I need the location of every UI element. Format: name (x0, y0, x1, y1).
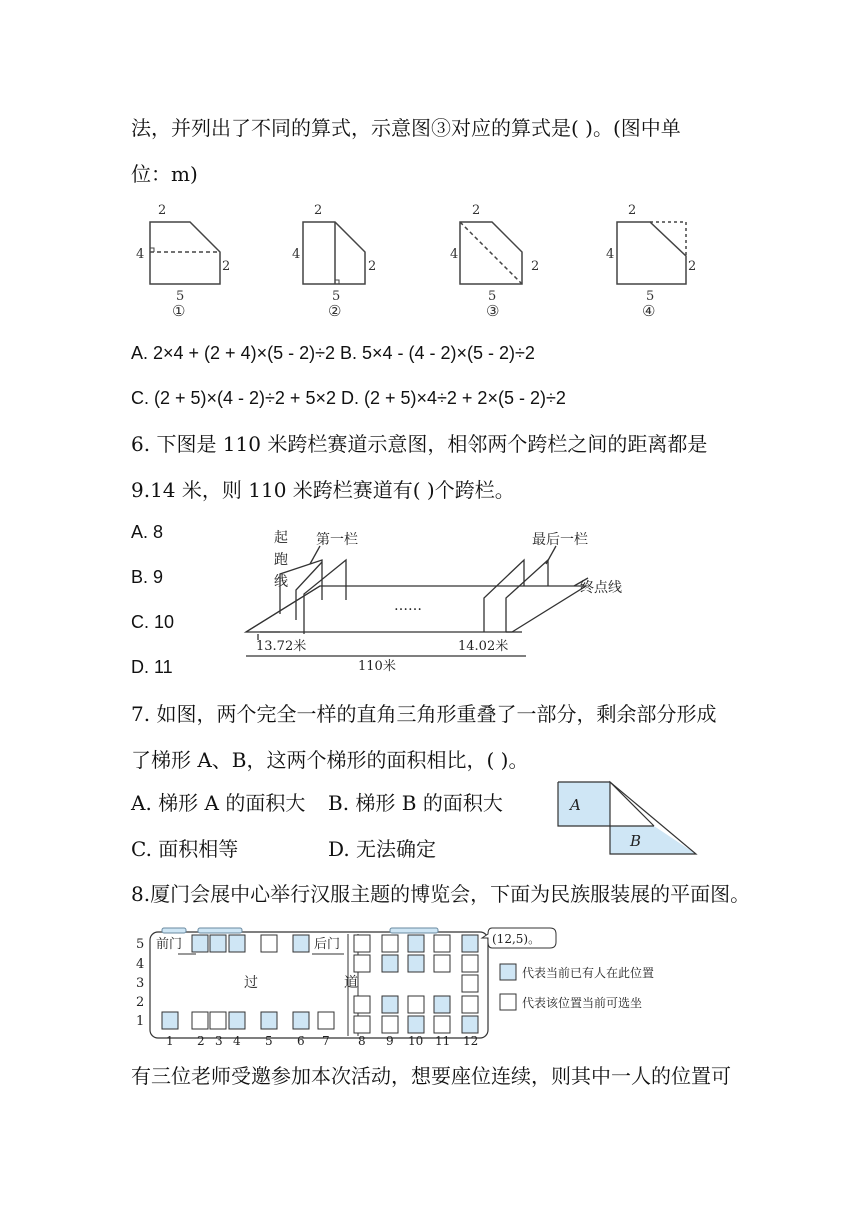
seat[interactable] (192, 935, 208, 952)
seat[interactable] (261, 1012, 277, 1029)
fig2-bottom: 5 (332, 289, 341, 304)
aisle-label-2: 道 (344, 975, 358, 991)
start-line-char-2: 跑 (274, 552, 288, 568)
figure-4 (617, 222, 686, 284)
seat[interactable] (434, 935, 450, 952)
fig4-top: 2 (628, 203, 637, 218)
q7-stem-line1: 7. 如图，两个完全一样的直角三角形重叠了一部分，剩余部分形成 (131, 702, 717, 726)
fig1-right: 2 (222, 259, 231, 274)
q6-stem-line2: 9.14 米，则 110 米跨栏赛道有( )个跨栏。 (131, 478, 515, 502)
legend-taken-swatch (500, 964, 516, 980)
seat[interactable] (462, 975, 478, 992)
figure-1 (150, 222, 220, 284)
fig1-left: 4 (136, 247, 145, 262)
col-label-6: 6 (297, 1034, 305, 1046)
fig4-right: 2 (688, 259, 697, 274)
last-hurdle-label: 最后一栏 (532, 532, 588, 548)
seat[interactable] (354, 955, 370, 972)
fig2-left: 4 (292, 247, 301, 262)
trapezoid-a-label: A (570, 796, 581, 814)
col-label-11: 11 (435, 1034, 451, 1046)
seat[interactable] (382, 996, 398, 1013)
col-label-3: 3 (215, 1034, 223, 1046)
seat[interactable] (434, 996, 450, 1013)
col-label-8: 8 (358, 1034, 366, 1046)
seat[interactable] (354, 1016, 370, 1033)
seat[interactable] (462, 955, 478, 972)
q6-stem-line1: 6. 下图是 110 米跨栏赛道示意图，相邻两个跨栏之间的距离都是 (131, 432, 708, 456)
front-door-label: 前门 (156, 937, 183, 952)
seat[interactable] (434, 955, 450, 972)
seat[interactable] (229, 935, 245, 952)
seat[interactable] (354, 935, 370, 952)
start-line-char-1: 起 (274, 530, 288, 546)
hurdle-track-diagram (236, 524, 636, 674)
q5-stem-line1: 法，并列出了不同的算式，示意图③对应的算式是( )。(图中单 (131, 116, 681, 140)
seat[interactable] (162, 1012, 178, 1029)
row-label-5: 5 (136, 937, 145, 952)
q7-option-b: B. 梯形 B 的面积大 (328, 791, 503, 815)
aisle-label-1: 过 (244, 975, 258, 991)
fig3-top: 2 (472, 203, 481, 218)
fig1-bottom: 5 (176, 289, 185, 304)
row-label-4: 4 (136, 957, 145, 972)
seat[interactable] (382, 1016, 398, 1033)
fig3-right: 2 (531, 259, 540, 274)
start-line-char-3: 线 (274, 574, 288, 590)
col-label-7: 7 (322, 1034, 330, 1046)
back-door-label: 后门 (314, 937, 341, 952)
legend-taken-label: 代表当前已有人在此位置 (522, 966, 655, 980)
fig4-bottom: 5 (646, 289, 655, 304)
q5-figures (130, 198, 730, 320)
fig1-top: 2 (158, 203, 167, 218)
seating-plan (130, 924, 730, 1046)
q6-option-d: D. 11 (131, 657, 173, 677)
seat[interactable] (408, 955, 424, 972)
seat[interactable] (462, 935, 478, 952)
seat[interactable] (293, 1012, 309, 1029)
trapezoid-b-label: B (630, 832, 642, 850)
seat[interactable] (408, 935, 424, 952)
figure-2 (303, 222, 365, 284)
fig1-label: ① (172, 302, 186, 320)
seat[interactable] (462, 996, 478, 1013)
start-distance-label: 13.72米 (256, 639, 307, 654)
seat[interactable] (434, 1016, 450, 1033)
q6-option-c: C. 10 (131, 612, 175, 632)
legend-free-swatch (500, 994, 516, 1010)
col-label-9: 9 (386, 1034, 394, 1046)
seat[interactable] (293, 935, 309, 952)
seat[interactable] (382, 955, 398, 972)
seat[interactable] (210, 935, 226, 952)
seat[interactable] (354, 996, 370, 1013)
seat[interactable] (210, 1012, 226, 1029)
seat[interactable] (318, 1012, 334, 1029)
ellipsis: …… (394, 598, 422, 614)
q7-option-a: A. 梯形 A 的面积大 (131, 791, 306, 815)
col-label-12: 12 (463, 1034, 479, 1046)
fig3-left: 4 (450, 247, 459, 262)
col-label-1: 1 (166, 1034, 174, 1046)
end-distance-label: 14.02米 (458, 639, 509, 654)
total-distance-label: 110米 (358, 659, 396, 674)
seat[interactable] (261, 935, 277, 952)
q6-option-b: B. 9 (131, 567, 164, 587)
fig2-label: ② (328, 302, 342, 320)
col-label-10: 10 (408, 1034, 424, 1046)
fig4-left: 4 (606, 247, 615, 262)
col-label-4: 4 (233, 1034, 241, 1046)
q7-option-d: D. 无法确定 (328, 837, 437, 861)
seat[interactable] (229, 1012, 245, 1029)
q7-stem-line2: 了梯形 A、B，这两个梯形的面积相比，( )。 (131, 748, 529, 772)
fig3-bottom: 5 (488, 289, 497, 304)
seat[interactable] (462, 1016, 478, 1033)
first-hurdle-label: 第一栏 (316, 532, 358, 548)
seat[interactable] (382, 935, 398, 952)
col-label-5: 5 (265, 1034, 273, 1046)
fig3-label: ③ (486, 302, 500, 320)
row-label-2: 2 (136, 995, 145, 1010)
col-label-2: 2 (197, 1034, 205, 1046)
trapezoid-diagram (554, 778, 704, 860)
fig4-label: ④ (642, 302, 656, 320)
q7-option-c: C. 面积相等 (131, 837, 239, 861)
row-label-3: 3 (136, 976, 145, 991)
q5-stem-line2: 位：m) (131, 162, 198, 186)
row-label-1: 1 (136, 1014, 145, 1029)
finish-line-label: 终点线 (580, 580, 622, 596)
fig2-right: 2 (368, 259, 377, 274)
seat[interactable] (408, 996, 424, 1013)
q6-option-a: A. 8 (131, 522, 164, 542)
legend-free-label: 代表该位置当前可选坐 (522, 996, 643, 1010)
seat[interactable] (408, 1016, 424, 1033)
coordinate-callout: (12,5)。 (492, 932, 541, 946)
seat[interactable] (192, 1012, 208, 1029)
q5-options-cd: C. (2 + 5)×(4 - 2)÷2 + 5×2 D. (2 + 5)×4÷2 + 2×(5 - 2)÷2 (131, 388, 566, 408)
fig2-top: 2 (314, 203, 323, 218)
q5-options-ab: A. 2×4 + (2 + 4)×(5 - 2)÷2 B. 5×4 - (4 - 2)×(5 - 2)÷2 (131, 343, 535, 363)
q8-stem-line2: 有三位老师受邀参加本次活动，想要座位连续，则其中一人的位置可 (131, 1064, 731, 1088)
q8-stem-line1: 8.厦门会展中心举行汉服主题的博览会，下面为民族服装展的平面图。 (131, 882, 751, 906)
figure-3 (460, 222, 522, 284)
